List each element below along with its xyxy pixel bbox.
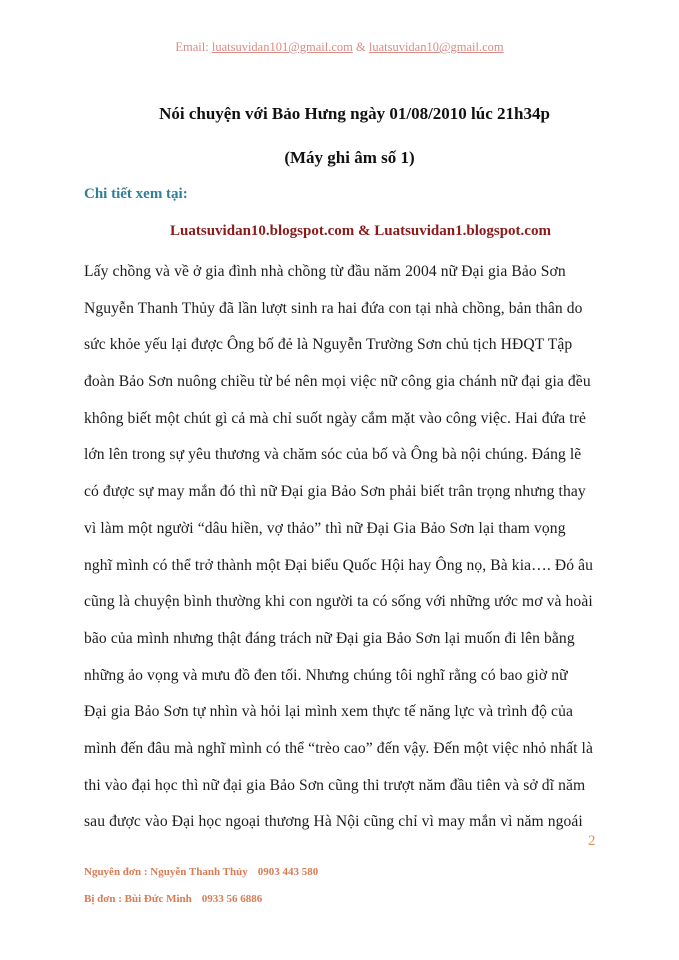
footer-defendant (84, 893, 262, 905)
body-line: đoàn Bảo Sơn nuông chiều từ bé nên mọi việc nữ công gia chánh nữ đại gia đều (84, 373, 591, 391)
plaintiff-phone: 0903 443 580 (257, 866, 319, 878)
body-line: sau được vào Đại học ngoại thương Hà Nội cũng chỉ vì may mắn vì năm ngoái (84, 813, 583, 831)
detail-label: Chi tiết xem tại: (84, 186, 188, 202)
body-line: mình đến đâu mà nghĩ mình có thể “trèo cao” đến vậy. Đến một việc nhỏ nhất là (84, 739, 593, 757)
email-link-2[interactable]: luatsuvidan10@gmail.com (368, 40, 504, 54)
blog-links[interactable]: Luatsuvidan10.blogspot.com & Luatsuvidan1.blogspot.com (170, 223, 551, 239)
body-line: cũng là chuyện bình thường khi con người ta có sống với những ước mơ và hoài (84, 593, 593, 611)
email-separator: & (352, 40, 369, 54)
defendant-phone: 0933 56 6886 (201, 893, 263, 905)
email-link-1[interactable]: luatsuvidan101@gmail.com (211, 40, 353, 54)
body-line: vì làm một người “dâu hiền, vợ thảo” thì nữ Đại Gia Bảo Sơn lại tham vọng (84, 519, 566, 537)
body-line: sức khỏe yếu lại được Ông bố đẻ là Nguyễn Trường Sơn chủ tịch HĐQT Tập (84, 336, 573, 354)
document-subtitle: (Máy ghi âm số 1) (284, 148, 415, 167)
body-line: Nguyễn Thanh Thủy đã lần lượt sinh ra hai đứa con tại nhà chồng, bản thân do (84, 299, 583, 317)
body-line: nghĩ mình có thể trở thành một Đại biểu Quốc Hội hay Ông nọ, Bà kia…. Đó âu (84, 556, 594, 574)
body-line: thi vào đại học thì nữ đại gia Bảo Sơn cũng thi trượt năm đầu tiên và sở dĩ năm (84, 776, 586, 794)
email-prefix: Email: (175, 40, 212, 54)
body-line: lớn lên trong sự yêu thương và chăm sóc của bố và Ông bà nội chúng. Đáng lẽ (84, 446, 582, 464)
email-header (0, 40, 679, 55)
body-line: không biết một chút gì cả mà chỉ suốt ngày cắm mặt vào công việc. Hai đứa trẻ (84, 409, 587, 427)
body-line: bão của mình nhưng thật đáng trách nữ Đại gia Bảo Sơn lại muốn đi lên bằng (84, 629, 575, 647)
page-number: 2 (588, 833, 596, 849)
footer-plaintiff (84, 866, 318, 878)
defendant-label: Bị đơn : Bùi Đức Minh (84, 893, 192, 905)
body-text (84, 254, 604, 841)
plaintiff-label: Nguyên đơn : Nguyễn Thanh Thủy (84, 866, 248, 878)
body-line: Lấy chồng và về ở gia đình nhà chồng từ đầu năm 2004 nữ Đại gia Bảo Sơn (84, 263, 566, 280)
body-line: có được sự may mắn đó thì nữ Đại gia Bảo Sơn phải biết trân trọng nhưng thay (84, 483, 586, 501)
body-line: Đại gia Bảo Sơn tự nhìn và hỏi lại mình xem thực tế năng lực và trình độ của (84, 703, 573, 721)
body-line: những ảo vọng và mưu đồ đen tối. Nhưng chúng tôi nghĩ rằng có bao giờ nữ (84, 666, 568, 684)
document-title: Nói chuyện với Bảo Hưng ngày 01/08/2010 lúc 21h34p (159, 104, 550, 123)
